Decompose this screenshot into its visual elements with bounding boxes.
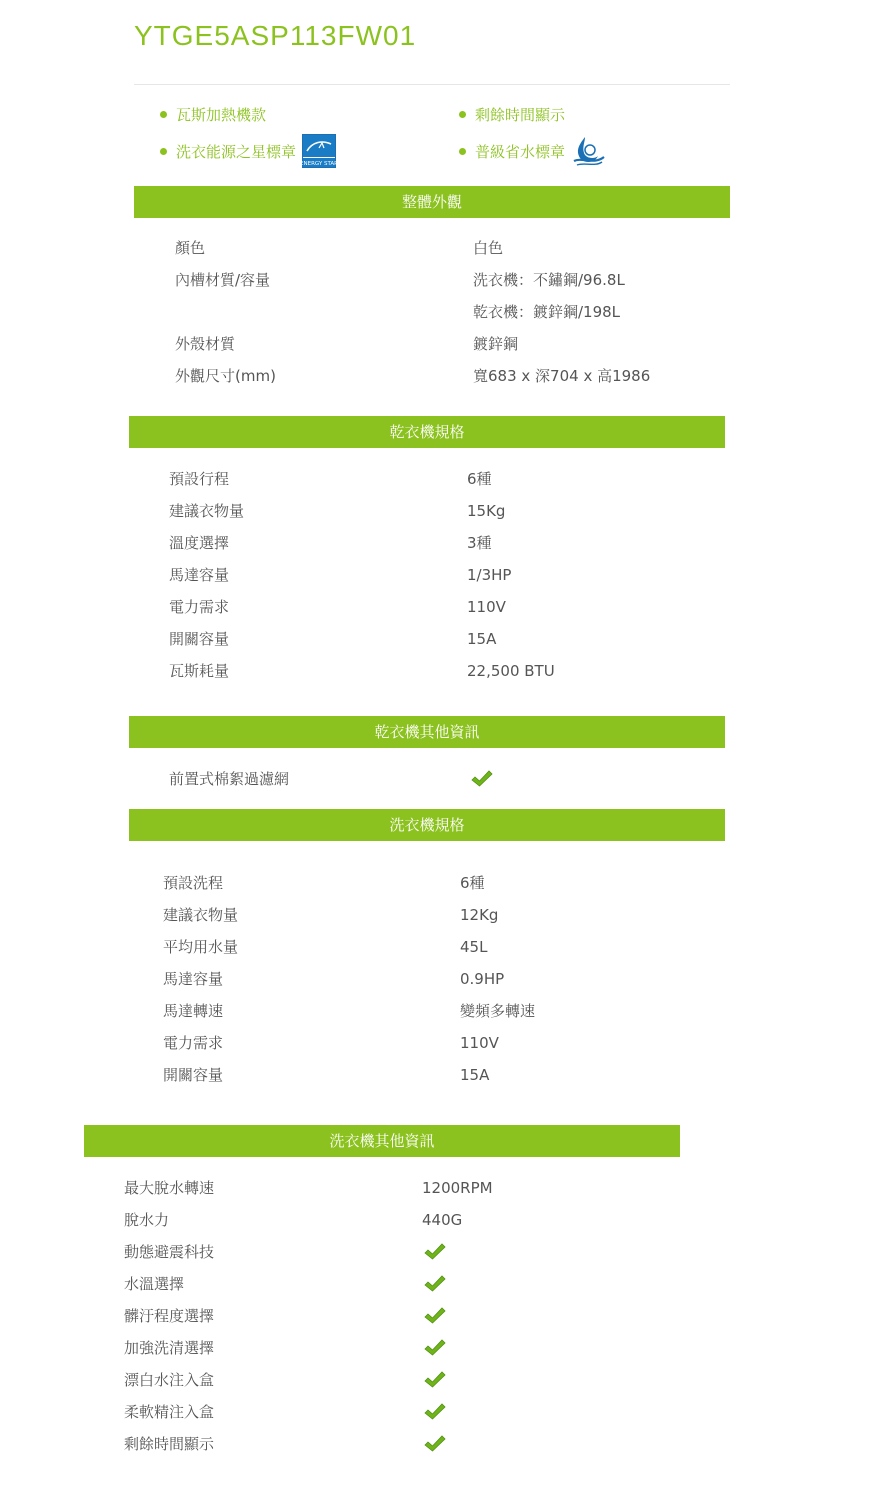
washer-specs-row-value: 45L	[460, 938, 488, 956]
dryer-other-row-label: 前置式棉絮過濾網	[169, 770, 290, 788]
check-icon	[424, 1338, 446, 1358]
appearance-row-label: 內槽材質/容量	[175, 271, 271, 289]
check-icon	[424, 1434, 446, 1454]
feature-water-saving	[459, 134, 607, 168]
washer-specs-row-label: 平均用水量	[163, 938, 239, 956]
section-header-appearance: 整體外觀	[134, 186, 730, 218]
feature-label: 洗衣能源之星標章	[176, 142, 297, 161]
washer-specs-row-label: 預設洗程	[163, 874, 224, 892]
dryer-specs-row-label: 預設行程	[169, 470, 230, 488]
washer-specs-row-label: 馬達轉速	[163, 1002, 224, 1020]
appearance-row-value: 乾衣機：鍍鋅鋼/198L	[473, 303, 621, 321]
dryer-specs-row-value: 15A	[467, 630, 497, 648]
dryer-specs-row-value: 22,500 BTU	[467, 662, 555, 680]
appearance-row-value: 鍍鋅鋼	[473, 335, 519, 353]
washer-specs-row-value: 15A	[460, 1066, 490, 1084]
washer-other-row-label: 水溫選擇	[124, 1275, 185, 1293]
section-header-dryer-specs: 乾衣機規格	[129, 416, 725, 448]
feature-remaining-time	[459, 104, 565, 125]
dryer-specs-row-label: 馬達容量	[169, 566, 230, 584]
washer-specs-row-label: 建議衣物量	[163, 906, 239, 924]
bullet-icon	[160, 148, 167, 155]
washer-specs-row-label: 電力需求	[163, 1034, 224, 1052]
feature-label: 剩餘時間顯示	[475, 106, 566, 124]
dryer-specs-row-label: 溫度選擇	[169, 534, 230, 552]
section-header-washer-specs: 洗衣機規格	[129, 809, 725, 841]
appearance-row-value: 白色	[473, 239, 504, 257]
section-header-washer-other: 洗衣機其他資訊	[84, 1125, 680, 1157]
dryer-specs-row-value: 15Kg	[467, 502, 506, 520]
energy-star-icon	[300, 134, 339, 168]
check-icon	[471, 769, 493, 789]
bullet-icon	[459, 148, 466, 155]
check-icon	[424, 1370, 446, 1390]
washer-specs-row-value: 0.9HP	[460, 970, 505, 988]
washer-specs-row-value: 6種	[460, 874, 485, 892]
check-icon	[424, 1306, 446, 1326]
dryer-specs-row-label: 開關容量	[169, 630, 230, 648]
dryer-specs-row-value: 6種	[467, 470, 492, 488]
section-header-dryer-other: 乾衣機其他資訊	[129, 716, 725, 748]
appearance-row-label: 顏色	[175, 239, 206, 257]
washer-other-row-label: 動態避震科技	[124, 1243, 215, 1261]
dryer-specs-row-value: 110V	[467, 598, 506, 616]
washer-specs-row-label: 開關容量	[163, 1066, 224, 1084]
feature-label: 瓦斯加熱機款	[176, 106, 267, 124]
washer-specs-row-value: 變頻多轉速	[460, 1002, 536, 1020]
bullet-icon	[459, 111, 466, 118]
appearance-row-label: 外殼材質	[175, 335, 236, 353]
washer-specs-row-label: 馬達容量	[163, 970, 224, 988]
check-icon	[424, 1274, 446, 1294]
appearance-row-label: 外觀尺寸(mm)	[175, 367, 276, 385]
dryer-specs-row-label: 瓦斯耗量	[169, 662, 230, 680]
washer-specs-row-value: 12Kg	[460, 906, 499, 924]
check-icon	[424, 1402, 446, 1422]
washer-other-row-value: 1200RPM	[422, 1179, 493, 1197]
feature-gas-heating	[160, 104, 266, 125]
washer-other-row-label: 脫水力	[124, 1211, 170, 1229]
feature-energy-star	[160, 134, 339, 168]
washer-other-row-label: 柔軟精注入盒	[124, 1403, 215, 1421]
washer-specs-row-value: 110V	[460, 1034, 499, 1052]
dryer-specs-row-label: 電力需求	[169, 598, 230, 616]
dryer-specs-row-value: 3種	[467, 534, 492, 552]
divider	[134, 84, 730, 85]
washer-other-row-label: 剩餘時間顯示	[124, 1435, 215, 1453]
model-number: YTGE5ASP113FW01	[134, 20, 417, 51]
bullet-icon	[160, 111, 167, 118]
washer-other-row-label: 最大脫水轉速	[124, 1179, 215, 1197]
washer-other-row-label: 加強洗清選擇	[124, 1339, 215, 1357]
water-saving-label-icon	[571, 134, 607, 168]
feature-label: 普級省水標章	[475, 142, 566, 161]
svg-text:ENERGY STAR: ENERGY STAR	[300, 161, 339, 167]
dryer-specs-row-value: 1/3HP	[467, 566, 512, 584]
washer-other-row-label: 漂白水注入盒	[124, 1371, 215, 1389]
washer-other-row-label: 髒汙程度選擇	[124, 1307, 215, 1325]
appearance-row-value: 洗衣機：不鏽鋼/96.8L	[473, 271, 625, 289]
dryer-specs-row-label: 建議衣物量	[169, 502, 245, 520]
appearance-row-value: 寬683 x 深704 x 高1986	[473, 367, 651, 385]
check-icon	[424, 1242, 446, 1262]
washer-other-row-value: 440G	[422, 1211, 463, 1229]
